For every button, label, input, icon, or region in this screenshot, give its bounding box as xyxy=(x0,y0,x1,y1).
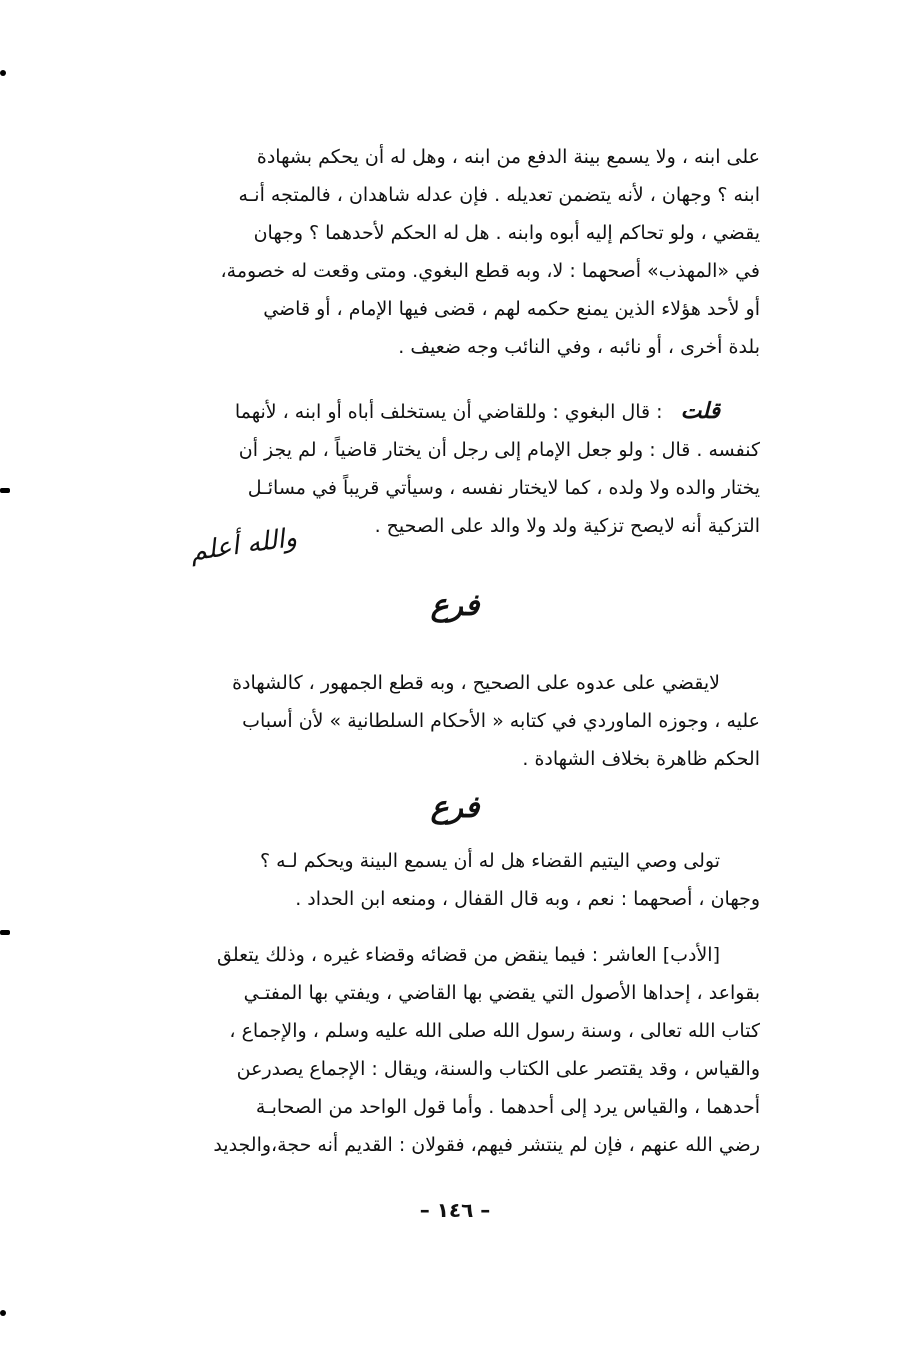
text-line: رضي الله عنهم ، فإن لم ينتشر فيهم، فقولان : القديم أنه حجة،والجديد xyxy=(213,1134,760,1156)
margin-dot-middle xyxy=(0,488,10,493)
qult-label: قلت xyxy=(680,398,720,424)
text-line: بقواعد ، إحداها الأصول التي يقضي بها القاضي ، ويفتي بها المفتـي xyxy=(243,982,760,1004)
paragraph-3 xyxy=(110,664,760,778)
text-line: لايقضي على عدوه على الصحيح ، وبه قطع الجمهور ، كالشهادة xyxy=(232,672,720,694)
text-line: يختار والده ولا ولده ، كما لايختار نفسه ، وسيأتي قريباً في مسائـل xyxy=(247,477,760,499)
text-line: [الأدب] العاشر : فيما ينقض من قضائه وقضاء غيره ، وذلك يتعلق xyxy=(217,944,720,966)
text-line: ابنه ؟ وجهان ، لأنه يتضمن تعديله . فإن عدله شاهدان ، فالمتجه أنـه xyxy=(238,184,760,206)
text-line: التزكية أنه لايصح تزكية ولد ولا والد على الصحيح . xyxy=(374,515,760,537)
section-heading-far: فرع xyxy=(430,790,480,825)
text-line: بلدة أخرى ، أو نائبه ، وفي النائب وجه ضعيف . xyxy=(398,336,760,358)
text-line: عليه ، وجوزه الماوردي في كتابه « الأحكام السلطانية » لأن أسباب xyxy=(242,710,760,732)
page-number: – ١٤٦ – xyxy=(419,1198,491,1222)
text-line-with-label xyxy=(110,392,760,431)
text-line: في «المهذب» أصحهما : لا، وبه قطع البغوي. ومتى وقعت له خصومة، xyxy=(220,260,760,282)
margin-dot-bottom xyxy=(0,1310,6,1316)
text-line: والقياس ، وقد يقتصر على الكتاب والسنة، ويقال : الإجماع يصدرعن xyxy=(236,1058,760,1080)
text-line: أو لأحد هؤلاء الذين يمنع حكمه لهم ، قضى فيها الإمام ، أو قاضي xyxy=(263,298,760,320)
paragraph-5 xyxy=(110,936,760,1164)
margin-dot-lower xyxy=(0,930,10,935)
text-line: وجهان ، أصحهما : نعم ، وبه قال القفال ، ومنعه ابن الحداد . xyxy=(295,888,760,910)
text-line: الحكم ظاهرة بخلاف الشهادة . xyxy=(522,748,760,770)
text-line: على ابنه ، ولا يسمع بينة الدفع من ابنه ، وهل له أن يحكم بشهادة xyxy=(256,146,760,168)
section-heading-far: فرع xyxy=(430,588,480,623)
text-line: : قال البغوي : وللقاضي أن يستخلف أباه أو ابنه ، لأنهما xyxy=(234,401,663,423)
closing-phrase: والله أعلم xyxy=(188,522,299,568)
paragraph-4 xyxy=(110,842,760,918)
text-line: أحدهما ، والقياس يرد إلى أحدهما . وأما قول الواحد من الصحابـة xyxy=(255,1096,760,1118)
paragraph-1 xyxy=(110,138,760,366)
text-line: كتاب الله تعالى ، وسنة رسول الله صلى الله عليه وسلم ، والإجماع ، xyxy=(229,1020,760,1042)
text-line: تولى وصي اليتيم القضاء هل له أن يسمع البينة ويحكم لـه ؟ xyxy=(260,850,720,872)
paragraph-2 xyxy=(110,392,760,545)
text-line: كنفسه . قال : ولو جعل الإمام إلى رجل أن يختار قاضياً ، لم يجز أن xyxy=(238,439,760,461)
text-line: يقضي ، ولو تحاكم إليه أبوه وابنه . هل له الحكم لأحدهما ؟ وجهان xyxy=(253,222,760,244)
margin-dot-top xyxy=(0,70,6,76)
